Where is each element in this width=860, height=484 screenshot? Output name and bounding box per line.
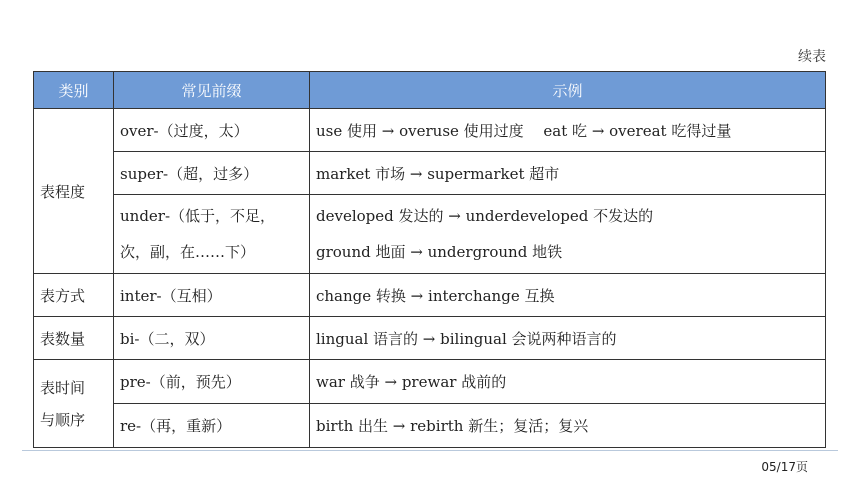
example-cell: change 转换 → interchange 互换: [310, 274, 826, 317]
prefix-cell: super-（超，过多）: [114, 152, 310, 195]
table-row: [34, 152, 826, 195]
example-line: developed 发达的 → underdeveloped 不发达的: [316, 207, 654, 225]
prefix-cell: re-（再，重新）: [114, 404, 310, 448]
continued-label: 续表: [798, 49, 826, 65]
page-number: 05/17页: [761, 460, 808, 474]
category-time-order: [34, 360, 114, 448]
category-manner: 表方式: [34, 274, 114, 317]
example-cell: market 市场 → supermarket 超市: [310, 152, 826, 195]
prefix-line: under-（低于，不足，: [120, 207, 276, 225]
category-quantity: 表数量: [34, 317, 114, 360]
prefix-cell: bi-（二，双）: [114, 317, 310, 360]
prefix-cell: over-（过度，太）: [114, 109, 310, 152]
table-row: [34, 317, 826, 360]
example-cell: war 战争 → prewar 战前的: [310, 360, 826, 404]
example-line: ground 地面 → underground 地铁: [316, 243, 563, 261]
header-category: 类别: [34, 72, 114, 109]
table-row: [34, 274, 826, 317]
header-example: 示例: [310, 72, 826, 109]
table-row: [34, 360, 826, 404]
example-cell: lingual 语言的 → bilingual 会说两种语言的: [310, 317, 826, 360]
prefix-table: [33, 71, 826, 448]
category-line: 表时间: [40, 378, 86, 397]
footer-divider: [22, 450, 838, 451]
example-cell: use 使用 → overuse 使用过度 eat 吃 → overeat 吃得过量: [310, 109, 826, 152]
table-row: [34, 109, 826, 152]
category-degree: 表程度: [34, 109, 114, 274]
prefix-line: 次，副，在……下）: [120, 243, 256, 261]
table-row: [34, 195, 826, 274]
example-cell: birth 出生 → rebirth 新生；复活；复兴: [310, 404, 826, 448]
table-header-row: [34, 72, 826, 109]
table-row: [34, 404, 826, 448]
prefix-cell: pre-（前，预先）: [114, 360, 310, 404]
example-cell: [310, 195, 826, 274]
category-line: 与顺序: [40, 410, 86, 429]
prefix-cell: [114, 195, 310, 274]
prefix-cell: inter-（互相）: [114, 274, 310, 317]
header-prefix: 常见前缀: [114, 72, 310, 109]
